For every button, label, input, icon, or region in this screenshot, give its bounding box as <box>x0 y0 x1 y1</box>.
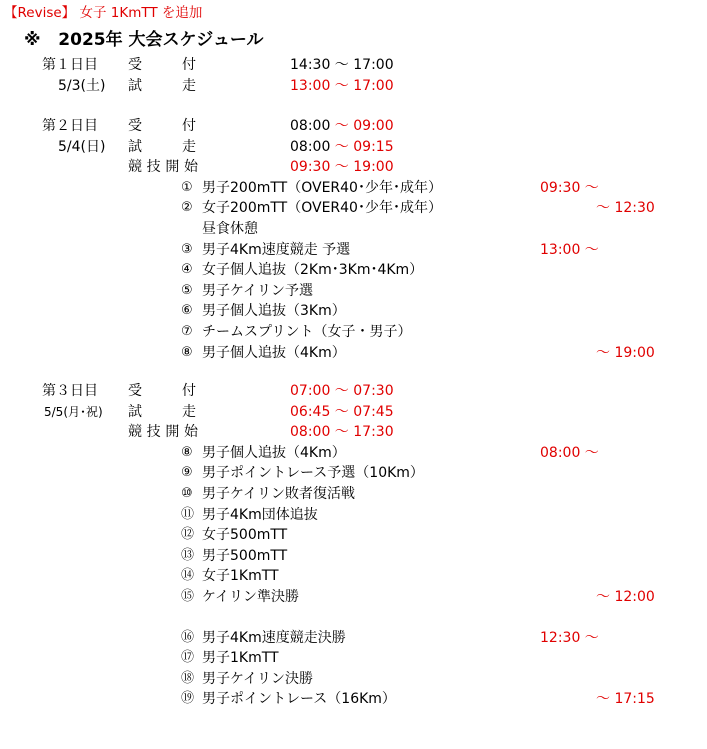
row-label: 試 走 <box>128 403 196 420</box>
row-label: 試 走 <box>128 77 196 94</box>
event-number: ⑧ <box>181 444 193 460</box>
event-name: チームスプリント（女子・男子） <box>202 324 412 340</box>
event-name: 男子4Km団体追抜 <box>202 506 318 523</box>
event-number: ⑦ <box>181 324 193 339</box>
event-row <box>0 628 707 648</box>
time-sep: ～ <box>330 57 354 73</box>
time-sep: ～ <box>330 383 354 399</box>
time-end: 07:30 <box>353 383 394 399</box>
event-number: ② <box>181 200 193 216</box>
event-row <box>0 219 707 239</box>
row-time <box>290 402 394 422</box>
event-row <box>0 198 707 218</box>
row-time <box>290 157 394 177</box>
event-row <box>0 322 707 342</box>
row-label: 競 技 開 始 <box>128 424 198 441</box>
event-number: ③ <box>181 241 193 257</box>
event-number: ⑲ <box>181 691 195 707</box>
event-row <box>0 648 707 668</box>
event-name: 男子個人追抜（4Km） <box>202 344 346 361</box>
schedule-row <box>0 137 707 157</box>
event-number: ⑰ <box>181 650 195 666</box>
event-row <box>0 343 707 363</box>
day-label: 第１日目 <box>42 57 98 73</box>
schedule-row <box>0 157 707 177</box>
event-number: ⑨ <box>181 465 193 481</box>
time-start: 08:00 <box>290 424 331 441</box>
time-end: 09:15 <box>353 138 394 155</box>
event-row <box>0 301 707 321</box>
event-number: ⑥ <box>181 303 193 319</box>
event-row <box>0 463 707 483</box>
event-name: 男子個人追抜（3Km） <box>202 303 346 320</box>
schedule-row <box>0 402 707 422</box>
time-sep: ～ <box>330 159 354 176</box>
row-label: 競 技 開 始 <box>128 159 198 176</box>
event-name: 男子ポイントレース予選（10Km） <box>202 465 424 482</box>
event-row <box>0 587 707 607</box>
event-row <box>0 566 707 586</box>
time-start: 07:00 <box>290 383 331 399</box>
event-name: 男子1KmTT <box>202 650 279 667</box>
event-row <box>0 546 707 566</box>
event-name: 男子500mTT <box>202 547 288 564</box>
schedule-row <box>0 55 707 75</box>
event-number: ⑤ <box>181 282 193 298</box>
event-number: ⑱ <box>181 670 195 686</box>
day-label: 第３日目 <box>42 383 98 399</box>
event-name: 男子ケイリン予選 <box>202 282 314 299</box>
title-text: 2025年 大会スケジュール <box>58 30 264 50</box>
time-end: 17:00 <box>353 57 394 73</box>
schedule-row <box>0 422 707 442</box>
event-name: 昼食休憩 <box>202 221 258 237</box>
event-name: 男子ポイントレース（16Km） <box>202 691 396 708</box>
event-number: ⑪ <box>181 506 195 522</box>
event-end: ～ 17:15 <box>596 691 655 708</box>
event-name: 男子4Km速度競走決勝 <box>202 629 346 646</box>
day-date: 5/5(月･祝) <box>44 404 103 419</box>
event-row <box>0 505 707 525</box>
event-row <box>0 689 707 709</box>
row-label: 受 付 <box>128 383 196 399</box>
title-mark: ※ <box>24 30 41 50</box>
event-name: 女子500mTT <box>202 527 288 544</box>
event-start: 08:00 ～ <box>540 444 599 461</box>
time-end: 19:00 <box>353 159 394 176</box>
event-name: 男子200mTT（OVER40･少年･成年） <box>202 179 442 196</box>
time-sep: ～ <box>330 138 354 155</box>
event-row <box>0 443 707 463</box>
time-sep: ～ <box>330 403 354 420</box>
revise-prefix: 【Revise】 <box>4 5 76 21</box>
schedule-row <box>0 76 707 96</box>
day-date: 5/3(土) <box>58 77 106 94</box>
day-date: 5/4(日) <box>58 138 106 155</box>
row-time <box>290 137 394 157</box>
event-start: 09:30 ～ <box>540 179 599 196</box>
event-number: ⑧ <box>181 344 193 360</box>
event-number: ⑩ <box>181 486 193 501</box>
row-time <box>290 55 394 75</box>
event-name: 女子1KmTT <box>202 568 279 585</box>
event-number: ⑮ <box>181 589 195 604</box>
schedule-row <box>0 381 707 401</box>
event-name: 男子4Km速度競走 予選 <box>202 241 351 258</box>
time-sep: ～ <box>330 424 354 441</box>
time-end: 17:30 <box>353 424 394 441</box>
event-name: 男子個人追抜（4Km） <box>202 444 346 461</box>
event-name: 女子200mTT（OVER40･少年･成年） <box>202 200 442 217</box>
day-label: 第２日目 <box>42 118 98 134</box>
event-name: 男子ケイリン決勝 <box>202 670 314 687</box>
row-label: 試 走 <box>128 138 196 155</box>
time-end: 09:00 <box>353 118 394 134</box>
schedule-row <box>0 116 707 136</box>
event-name: 女子個人追抜（2Km･3Km･4Km） <box>202 262 424 279</box>
row-time <box>290 76 394 96</box>
event-row <box>0 260 707 280</box>
event-row <box>0 669 707 689</box>
revise-text: 女子 1KmTT を追加 <box>79 5 203 21</box>
time-sep: ～ <box>330 118 354 134</box>
time-start: 08:00 <box>290 138 331 155</box>
event-name: 男子ケイリン敗者復活戦 <box>202 486 356 502</box>
row-label: 受 付 <box>128 57 196 73</box>
event-row <box>0 525 707 545</box>
event-start: 12:30 ～ <box>540 629 599 646</box>
event-number: ⑭ <box>181 568 195 584</box>
event-end: ～ 12:30 <box>596 200 655 217</box>
row-label: 受 付 <box>128 118 196 134</box>
event-row <box>0 484 707 504</box>
time-start: 08:00 <box>290 118 331 134</box>
time-start: 13:00 <box>290 77 331 94</box>
event-number: ⑯ <box>181 629 195 645</box>
event-row <box>0 178 707 198</box>
event-number: ① <box>181 179 193 195</box>
event-number: ⑬ <box>181 547 195 563</box>
event-row <box>0 281 707 301</box>
time-end: 07:45 <box>353 403 394 420</box>
row-time <box>290 422 394 442</box>
time-start: 06:45 <box>290 403 331 420</box>
event-number: ④ <box>181 262 193 278</box>
event-end: ～ 19:00 <box>596 344 655 361</box>
time-start: 14:30 <box>290 57 331 73</box>
row-time <box>290 381 394 401</box>
event-number: ⑫ <box>181 527 195 543</box>
row-time <box>290 116 394 136</box>
time-end: 17:00 <box>353 77 394 94</box>
event-row <box>0 240 707 260</box>
event-name: ケイリン準決勝 <box>202 589 300 605</box>
time-start: 09:30 <box>290 159 331 176</box>
event-end: ～ 12:00 <box>596 589 655 605</box>
time-sep: ～ <box>330 77 354 94</box>
event-start: 13:00 ～ <box>540 241 599 258</box>
